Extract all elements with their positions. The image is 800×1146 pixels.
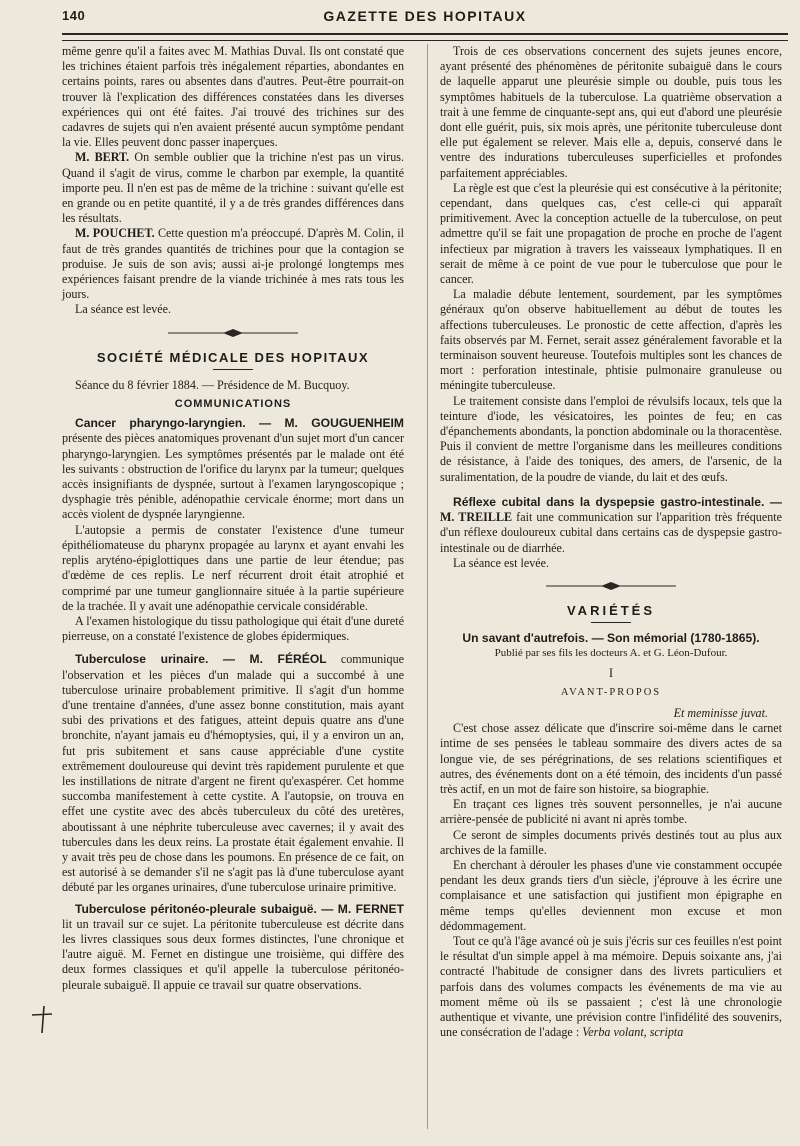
column-separator: [427, 44, 428, 1129]
seance-close-right: La séance est levée.: [453, 555, 550, 570]
tuberculose-peritoneo-text: lit un travail sur ce sujet. La péritonite tuberculeuse est décrite dans les livres classiques sous deux formes distinctes, l'une chronique et l'autre aiguë. M. Fernet en distingue une troisième, qui diffère des deux formes classiques et qu'il appelle la tuberculose péritonéo-pleurale subaiguë. Il appuie ce travail sur quatre observations.: [62, 916, 404, 992]
paragraph-regle: La règle est que c'est la pleurésie qui est consécutive à la péritonite; cependant, dans quelques cas, c'est celle-ci qui apparaît primitivement. Avec la conception actuelle de la tuberculose, on peut admettre qu'il se fait une propagation de proche en proche de l'agent infectieux par migration à travers les vaisseaux lymphatiques. Il en serait de même à ce point de vue pour le tuberculose que pour le cancer.: [440, 180, 782, 287]
paragraph-bert: [62, 150, 404, 226]
paragraph-histologie: A l'examen histologique du tissu pathologique qui était d'une dureté pierreuse, on a constaté l'existence de globes épidermiques.: [62, 613, 404, 644]
savant-title: Un savant d'autrefois. — Son mémorial (1780-1865).: [462, 631, 760, 646]
left-column: [62, 44, 404, 993]
tuberculose-urinaire-title: Tuberculose urinaire. — M. FÉRÉOL: [75, 652, 327, 667]
paragraph-maladie: La maladie débute lentement, sourdement, par les symptômes généraux qu'on observe habituellement au début de toutes les affections tuberculeuses. Le pronostic de cette affection, d'après les faits observés par M. Fernet, serait assez généralement favorable et la terminaison souvent heureuse. Toutefois multiples sont les chances de mort : perforation intestinale, phtisie pulmonaire granuleuse ou méningite tuberculeuse.: [440, 287, 782, 393]
tuberculose-peritoneo-title: Tuberculose péritonéo-pleurale subaiguë. — M. FERNET: [75, 901, 404, 916]
epigraph: Et meminisse juvat.: [673, 705, 768, 720]
paragraph-cherchant: En cherchant à dérouler les phases d'une vie constamment occupée pendant les deux grands tiers d'un siècle, j'éprouve à les écrire une complaisance et une satisfaction qui justifient mon épigraphe en même temps qu'elles deviennent mon excuse et mon dédommagement.: [440, 857, 782, 933]
society-heading: SOCIÉTÉ MÉDICALE DES HOPITAUX: [96, 349, 370, 365]
paragraph-delicate: C'est chose assez délicate que d'inscrire soi-même dans le carnet intime de ses pensées le tableau sommaire des divers actes de sa longue vie, de ses pérégrinations, de ses relations scientifiques et autres, des événements dont on a été témoin, des incidents d'un passé très actif, en un mot de faire son histoire, sa biographie.: [440, 721, 782, 796]
speaker-treille: M. TREILLE: [440, 510, 513, 525]
paragraph-autopsie: L'autopsie a permis de constater l'existence d'une tumeur épithéliomateuse du pharynx propagée au larynx et ayant envahi les replis aryténo-épiglottiques dans une partie de leur étendue; pas d'œdème de ces replis. Le nerf récurrent droit était atrophié et comprimé par une tumeur ganglionnaire située à la partie supérieure de la trachée. Il y avait une adénopathie cervicale considérable.: [62, 522, 404, 613]
session-line: Séance du 8 février 1884. — Présidence de M. Bucquoy.: [75, 377, 350, 392]
pouchet-text: Cette question m'a préoccupé. D'après M. Colin, il faut de très grandes quantités de trichines pour que la contagion se produise. Je suis de son avis; aussi ai-je prolongé longtemps mes expériences faisant prendre de la viande trichinée à mes rats tous les jours.: [62, 226, 405, 302]
paragraph-reflexe: [440, 495, 782, 556]
paragraph-pouchet: [62, 226, 404, 302]
paragraph-tuberculose-urinaire: [62, 652, 404, 895]
cancer-title: Cancer pharyngo-laryngien. — M. GOUGUENHEIM: [75, 416, 404, 431]
page-number: 140: [62, 8, 86, 23]
journal-title: GAZETTE DES HOPITAUX: [323, 8, 527, 24]
paragraph-cancer: [62, 416, 404, 522]
paragraph-tuberculose-peritoneo: [62, 902, 404, 993]
paragraph-observations: Trois de ces observations concernent des sujets jeunes encore, ayant présenté des phénomènes de péritonite subaiguë dans le cours de laquelle apparut une pleurésie simple ou double, puis tous les symptômes habituels de la tuberculose. La quatrième observation a trait à une femme de cinquante-sept ans, qui eut d'abord une pleurésie dont elle guérit, puis, six mois après, une péritonite tuberculeuse dont elle put également se relever. Mais elle a, depuis, conservé dans le ventre des indurations tuberculeuses superficielles et profondes parfaitement appréciables.: [440, 44, 782, 180]
communications-heading: COMMUNICATIONS: [174, 398, 292, 411]
chapter-number: I: [608, 665, 614, 680]
speaker-bert: M. BERT.: [75, 150, 130, 165]
margin-annotation-mark: [30, 1003, 54, 1035]
publie-line: Publié par ses fils les docteurs A. et G. Léon-Dufour.: [494, 647, 728, 660]
header-rule: [62, 33, 788, 41]
paragraph-documents: Ce seront de simples documents privés destinés tout au plus aux archives de la famille.: [440, 827, 782, 857]
paragraph-tout: Tout ce qu'à l'âge avancé où je suis j'écris sur ces feuilles n'est point le résultat d'un simple appel à ma mémoire. Depuis soixante ans, j'ai contracté l'habitude de consigner dans des livrets particuliers et parfois dans des volumes compacts les événements de ma vie au moment même où ils se passaient ; c'est là une chronologie authentique et vivante, une prévision contre l'infidélité des souvenirs, une consécration de l'adage : Verba volant, scripta: [440, 933, 782, 1040]
bert-text: On semble oublier que la trichine n'est pas un virus. Quand il s'agit de virus, comme le charbon par exemple, la quantité importe peu. Il n'en est pas de même de la trichine : suivant qu'elle est en grande ou en petite quantité, il y a de très grandes différences dans les résultats.: [62, 150, 404, 226]
section-ornament: [168, 328, 298, 338]
latin-adage: Verba volant, scripta: [579, 1025, 684, 1040]
paragraph-traitement: Le traitement consiste dans l'emploi de révulsifs locaux, tels que la teinture d'iode, les vésicatoires, les pointes de feu; en cas d'épanchements abondants, la ponction abdominale ou la thoracentèse. Puis il convient de mettre l'organisme dans les meilleures conditions de résistance, à l'aide des toniques, des amers, de l'arsenic, de la suralimentation, de la poudre de viande, du lait et des œufs.: [440, 393, 782, 484]
page-header: [62, 6, 788, 30]
seance-close: La séance est levée.: [75, 302, 172, 317]
reflexe-text: fait une communication sur l'apparition très fréquente d'un réflexe douloureux cubital dans certains cas de dyspepsie gastro-intestinale ou de diarrhée.: [440, 510, 783, 555]
heading-rule: [591, 622, 631, 623]
tuberculose-urinaire-text: communique l'observation et les pièces d'un malade qui a succombé à une tuberculose urinaire probablement primitive. Il s'agit d'un homme d'une trentaine d'années, d'une assez bonne constitution, mais ayant subi des privations et des fatigues, atteint depuis quatre ans d'une bronchite, n'ayant jamais eu d'hémoptysies, qui, il y a environ un an, fut pris subitement et sans cause appréciable d'une cystite extrêmement douloureuse qui devint très rapidement purulente et que les instillations de nitrate d'argent ne firent qu'exaspérer. Cet homme succomba manifestement à cette cystite. A l'autopsie, on trouva en effet une cystite avec des abcès tuberculeux du côté des uretères, aboutissant à une néphrite tuberculeuse avec cavernes; il y avait des tubercules dans les deux reins. La prostate était également envahie. Il y avait très peu de chose dans les poumons. En présence de ce fait, on est autorisé à se demander s'il ne s'agit pas là d'une tuberculose ayant débuté par les organes urinaires, d'une tuberculose urinaire primitive.: [62, 652, 404, 895]
reflexe-title: Réflexe cubital dans la dyspepsie gastro-intestinale. —: [453, 494, 782, 509]
avant-propos-heading: AVANT-PROPOS: [560, 686, 662, 698]
heading-rule: [213, 369, 253, 370]
right-column: [440, 44, 782, 1040]
speaker-pouchet: M. POUCHET.: [75, 226, 155, 241]
paragraph-tracant: En traçant ces lignes très souvent personnelles, je n'ai aucune arrière-pensée de publicité ni avant ni après tombe.: [440, 797, 782, 827]
varietes-heading: VARIÉTÉS: [566, 602, 656, 618]
cancer-text: présente des pièces anatomiques provenant d'un sujet mort d'un cancer pharyngo-laryngien. Les symptômes présentés par le malade ont été les suivants : obstruction de l'orifice du larynx par la tumeur; quelques accès insignifiants de dyspnée, surtout à l'examen laryngoscopique ; dysphagie très pénible, adénopathie cervicale énorme; mort dans un accès violent de dyspnée laryngienne.: [62, 431, 404, 522]
paragraph-trichines: même genre qu'il a faites avec M. Mathias Duval. Ils ont constaté que les trichines étaient parfois très inégalement réparties, abondantes en certains points, rares ou absentes dans d'autres. Peut-être pourrait-on trouver là l'explication des différences constatées dans les diverses expériences qui ont été faites. J'ai trouvé des trichines sur des cadavres de sujets qui n'en avaient présenté aucun symptôme pendant la vie. Elles peuvent donc passer inaperçues.: [62, 44, 404, 150]
section-ornament: [546, 581, 676, 591]
